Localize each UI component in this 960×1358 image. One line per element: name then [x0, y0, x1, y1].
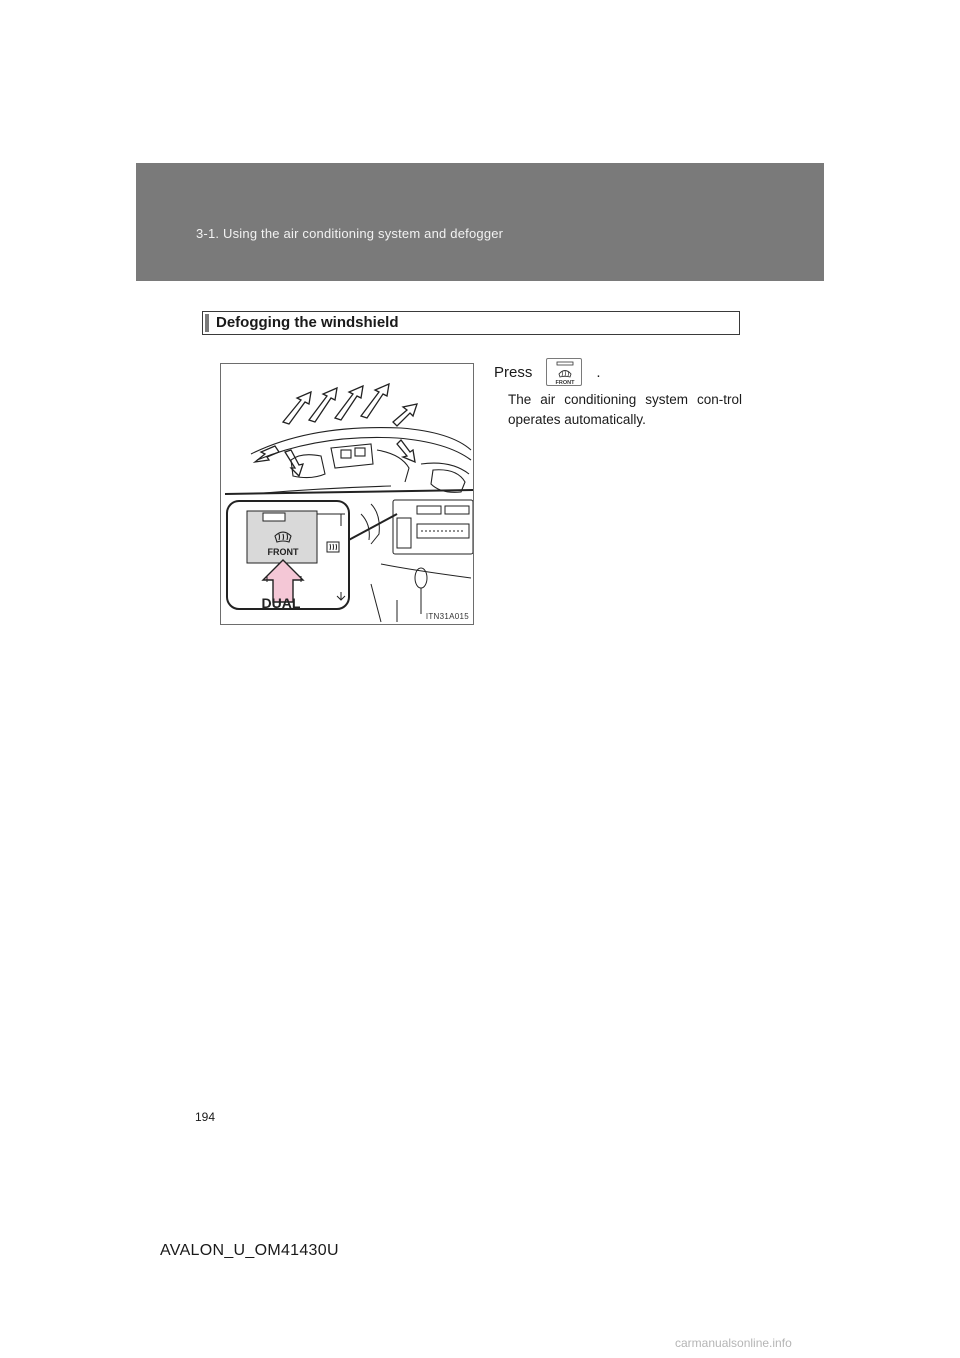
section-title: Defogging the windshield	[216, 314, 399, 331]
svg-text:FRONT: FRONT	[555, 380, 575, 386]
dashboard-drawing	[221, 364, 474, 625]
dashboard-illustration	[220, 363, 474, 625]
front-defogger-icon	[547, 359, 583, 387]
heading-accent-bar	[205, 314, 209, 332]
document-code: AVALON_U_OM41430U	[160, 1242, 339, 1259]
center-console	[361, 500, 473, 622]
watermark: carmanualsonline.info	[675, 1336, 792, 1350]
dual-label: DUAL	[261, 595, 301, 611]
breadcrumb: 3-1. Using the air conditioning system and defogger	[196, 226, 504, 241]
front-defogger-button	[546, 358, 582, 386]
instruction-period: .	[596, 363, 601, 381]
instruction-verb: Press	[494, 363, 533, 381]
dashboard-outline	[251, 428, 471, 494]
front-button-label: FRONT	[267, 547, 299, 557]
page-number: 194	[195, 1110, 216, 1124]
divider-line	[225, 490, 473, 494]
section-heading	[202, 311, 740, 335]
figure-code: ITN31A015	[425, 612, 469, 621]
header-band	[136, 163, 824, 281]
note-text: The air conditioning system con-trol operates automatically.	[508, 392, 742, 427]
instruction	[494, 358, 601, 386]
callout-leader	[345, 514, 397, 542]
